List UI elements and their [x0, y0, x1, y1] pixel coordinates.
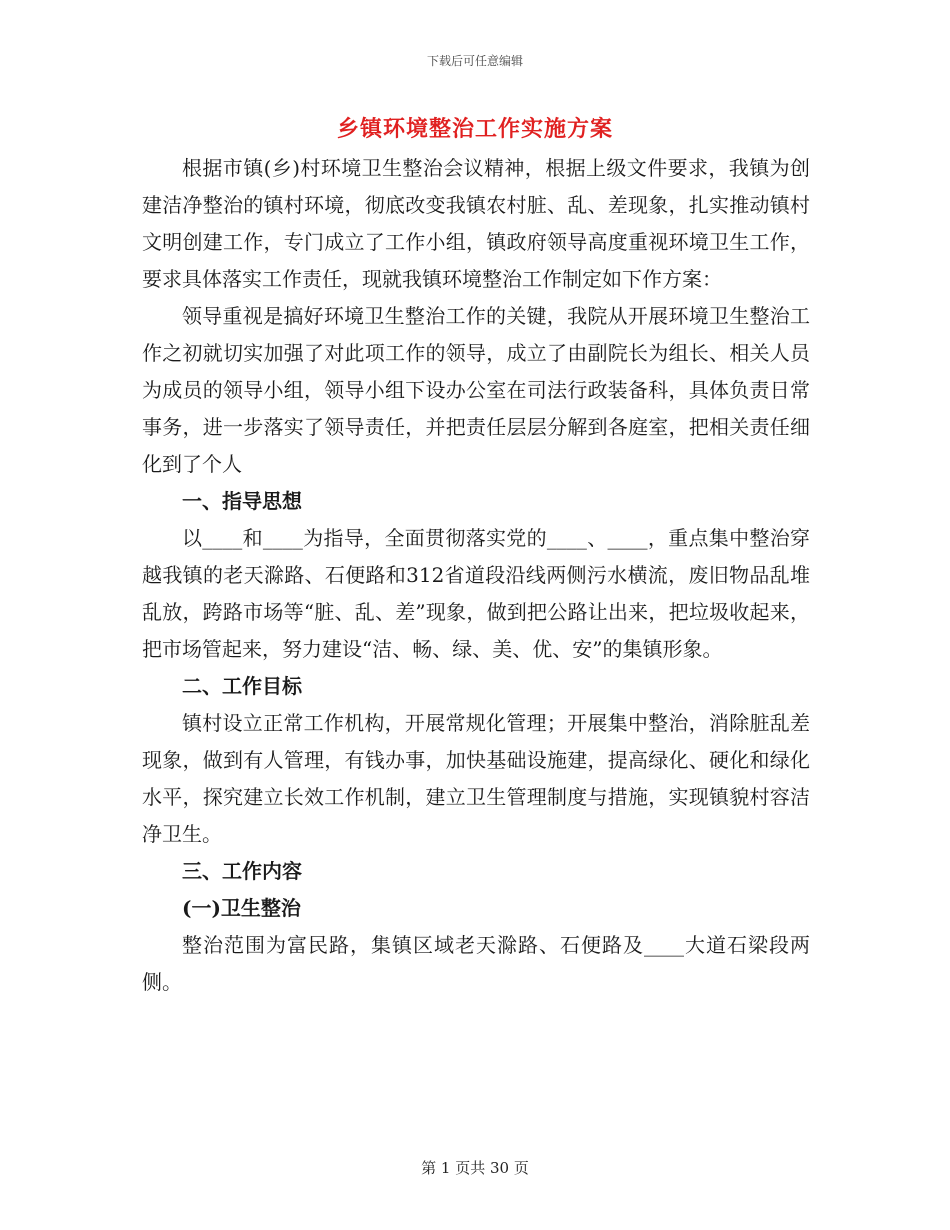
guiding-ideology-paragraph: 以____和____为指导，全面贯彻落实党的____、____，重点集中整治穿越我镇的老天滁路、石便路和312省道段沿线两侧污水横流，废旧物品乱堆乱放，跨路市场等“脏、乱、差”现象，做到把公路让出来，把垃圾收起来，把市场管起来，努力建设“洁、畅、绿、美、优、安”的集镇形象。 — [142, 526, 810, 661]
subsection-heading-sanitation: (一)卫生整治 — [182, 896, 301, 920]
leadership-paragraph: 领导重视是搞好环境卫生整治工作的关键，我院从开展环境卫生整治工作之初就切实加强了对此项工作的领导，成立了由副院长为组长、相关人员为成员的领导小组，领导小组下设办公室在司法行政装备科，具体负责日常事务，进一步落实了领导责任，并把责任层层分解到各庭室，把相关责任细化到了个人 — [142, 304, 810, 476]
intro-paragraph: 根据市镇(乡)村环境卫生整治会议精神，根据上级文件要求，我镇为创建洁净整治的镇村环境，彻底改变我镇农村脏、乱、差现象，扎实推动镇村文明创建工作，专门成立了工作小组，镇政府领导高度重视环境卫生工作，要求具体落实工作责任，现就我镇环境整治工作制定如下作方案： — [142, 156, 810, 291]
document-title: 乡镇环境整治工作实施方案 — [336, 116, 613, 142]
work-goals-paragraph: 镇村设立正常工作机构，开展常规化管理；开展集中整治，消除脏乱差现象，做到有人管理，有钱办事，加快基础设施建，提高绿化、硬化和绿化水平，探究建立长效工作机制，建立卫生管理制度与措施，实现镇貌村容洁净卫生。 — [142, 711, 810, 846]
header-note: 下载后可任意编辑 — [426, 54, 523, 68]
sanitation-scope-paragraph: 整治范围为富民路，集镇区域老天滁路、石便路及____大道石梁段两侧。 — [142, 933, 810, 994]
section-heading-work-goals: 二、工作目标 — [182, 674, 302, 698]
section-heading-guiding-ideology: 一、指导思想 — [182, 489, 302, 513]
document-body — [142, 150, 810, 1001]
page-number-footer: 第 1 页共 30 页 — [421, 1159, 529, 1177]
section-heading-work-content: 三、工作内容 — [182, 859, 302, 883]
